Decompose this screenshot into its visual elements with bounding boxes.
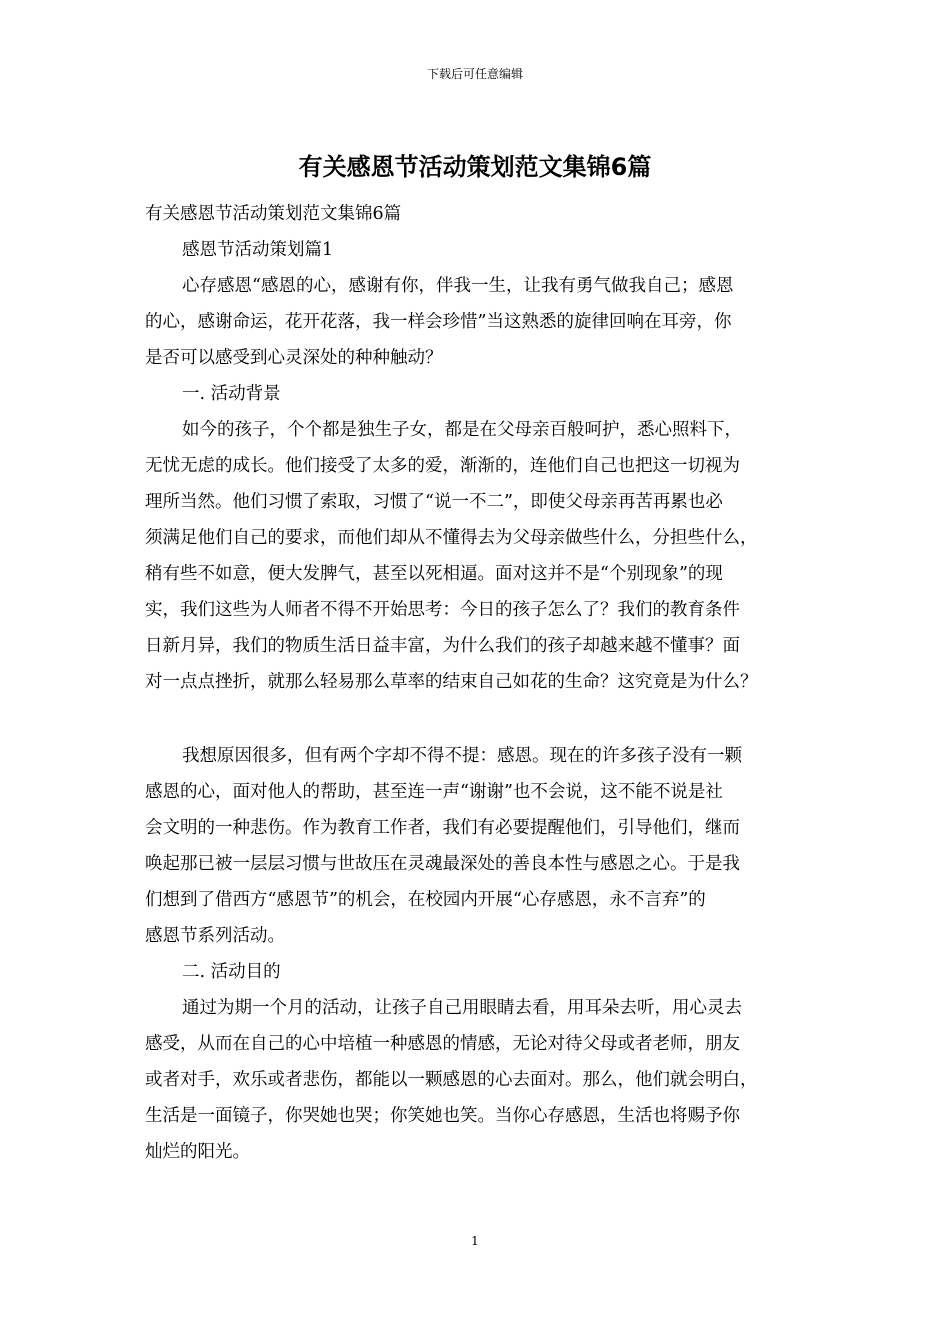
paragraph-line: 会文明的一种悲伤。作为教育工作者，我们有必要提醒他们，引导他们，继而 <box>145 818 740 838</box>
paragraph-line: 无忧无虑的成长。他们接受了太多的爱，渐渐的，连他们自己也把这一切视为 <box>145 456 740 476</box>
paragraph-line: 实，我们这些为人师者不得不开始思考：今日的孩子怎么了？我们的教育条件 <box>145 600 740 620</box>
paragraph-line: 心存感恩“感恩的心，感谢有你，伴我一生，让我有勇气做我自己；感恩 <box>182 276 734 296</box>
paragraph-line: 们想到了借西方“感恩节”的机会，在校园内开展“心存感恩，永不言弃”的 <box>145 890 706 910</box>
document-body <box>145 196 825 1170</box>
paragraph-spacer <box>145 700 825 738</box>
paragraph-line: 通过为期一个月的活动，让孩子自己用眼睛去看，用耳朵去听，用心灵去 <box>182 998 742 1018</box>
paragraph-line: 如今的孩子，个个都是独生子女，都是在父母亲百般呵护，悉心照料下， <box>182 420 742 440</box>
paragraph-line: 感受，从而在自己的心中培植一种感恩的情感，无论对待父母或者老师，朋友 <box>145 1034 740 1054</box>
paragraph-line: 感恩节系列活动。 <box>145 926 285 946</box>
paragraph-line: 或者对手，欢乐或者悲伤，都能以一颗感恩的心去面对。那么，他们就会明白， <box>145 1070 758 1090</box>
paragraph-line: 是否可以感受到心灵深处的种种触动？ <box>145 348 443 368</box>
paragraph-line: 日新月异，我们的物质生活日益丰富，为什么我们的孩子却越来越不懂事？面 <box>145 636 740 656</box>
purpose-paragraph <box>145 990 825 1170</box>
intro-paragraph <box>145 268 825 376</box>
paragraph-line: 稍有些不如意，便大发脾气，甚至以死相逼。面对这并不是“个别现象”的现 <box>145 564 723 584</box>
background-paragraph-2 <box>145 738 825 954</box>
paragraph-line: 生活是一面镜子，你哭她也哭；你笑她也笑。当你心存感恩，生活也将赐予你 <box>145 1106 740 1126</box>
document-title: 有关感恩节活动策划范文集锦6篇 <box>298 153 652 181</box>
paragraph-line: 对一点点挫折，就那么轻易那么草率的结束自己如花的生命？这究竟是为什么？ <box>145 672 758 692</box>
paragraph-line: 感恩的心，面对他人的帮助，甚至连一声“谢谢”也不会说，这不能不说是社 <box>145 782 723 802</box>
background-paragraph-1 <box>145 412 825 700</box>
section-heading: 感恩节活动策划篇1 <box>182 240 334 260</box>
page-number: 1 <box>471 1234 479 1248</box>
heading-background: 一. 活动背景 <box>182 384 281 404</box>
paragraph-line: 须满足他们自己的要求，而他们却从不懂得去为父母亲做些什么，分担些什么， <box>145 528 758 548</box>
paragraph-line: 理所当然。他们习惯了索取，习惯了“说一不二”，即使父母亲再苦再累也必 <box>145 492 723 512</box>
paragraph-line: 灿烂的阳光。 <box>145 1142 250 1162</box>
paragraph-line: 唤起那已被一层层习惯与世故压在灵魂最深处的善良本性与感恩之心。于是我 <box>145 854 740 874</box>
heading-purpose: 二. 活动目的 <box>182 962 281 982</box>
document-subtitle: 有关感恩节活动策划范文集锦6篇 <box>145 204 402 224</box>
paragraph-line: 我想原因很多，但有两个字却不得不提：感恩。现在的许多孩子没有一颗 <box>182 746 742 766</box>
paragraph-line: 的心，感谢命运，花开花落，我一样会珍惜”当这熟悉的旋律回响在耳旁，你 <box>145 312 732 332</box>
page-header: 下载后可任意编辑 <box>426 67 523 81</box>
